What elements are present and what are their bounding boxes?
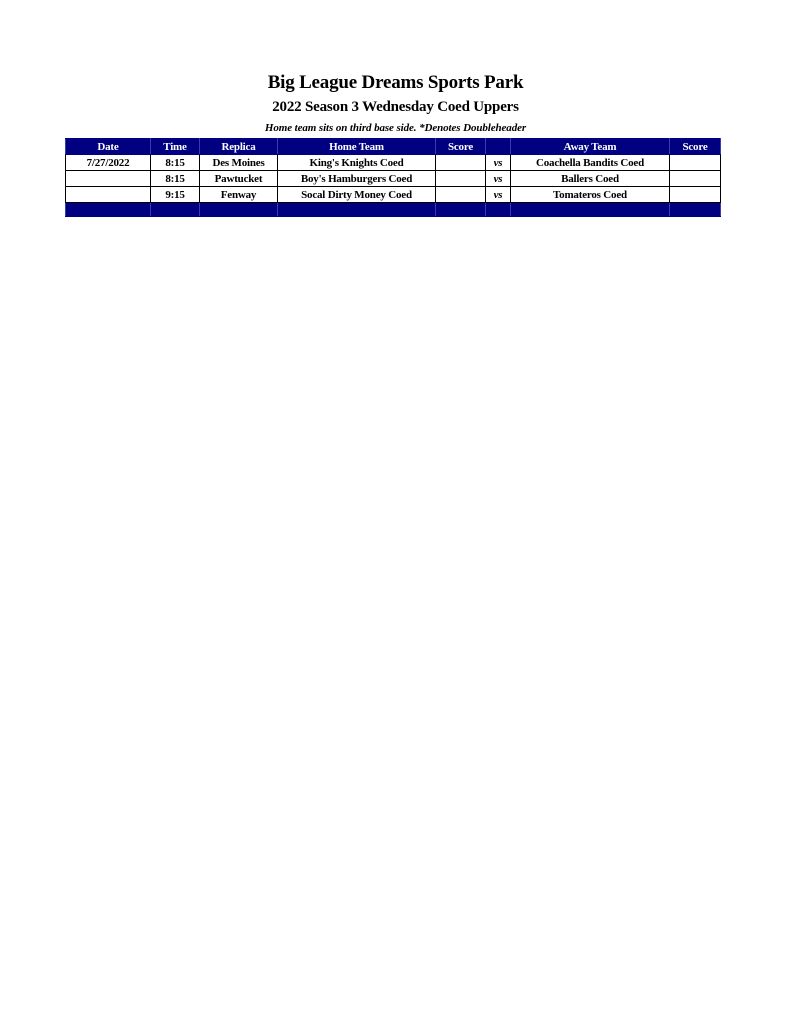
cell-date: 7/27/2022: [66, 155, 151, 171]
cell-date: [66, 171, 151, 187]
cell-vs: vs: [486, 187, 511, 203]
cell-home-team: King's Knights Coed: [278, 155, 436, 171]
cell-vs: vs: [486, 171, 511, 187]
cell-replica: Pawtucket: [200, 171, 278, 187]
header-date: Date: [66, 139, 151, 155]
footer-cell: [151, 203, 200, 217]
table-row: [66, 171, 721, 187]
cell-away-team: Tomateros Coed: [511, 187, 670, 203]
cell-away-score: [670, 171, 721, 187]
table-header-row: [66, 139, 721, 155]
footer-cell: [66, 203, 151, 217]
cell-away-team: Coachella Bandits Coed: [511, 155, 670, 171]
cell-home-score: [436, 171, 486, 187]
cell-away-team: Ballers Coed: [511, 171, 670, 187]
footer-cell: [511, 203, 670, 217]
cell-replica: Fenway: [200, 187, 278, 203]
table-row: [66, 155, 721, 171]
cell-time: 9:15: [151, 187, 200, 203]
table-footer-bar: [66, 203, 721, 217]
cell-home-team: Socal Dirty Money Coed: [278, 187, 436, 203]
header-away-score: Score: [670, 139, 721, 155]
schedule-note: Home team sits on third base side. *Denotes Doubleheader: [264, 122, 527, 134]
cell-replica: Des Moines: [200, 155, 278, 171]
header-vs: [486, 139, 511, 155]
cell-home-team: Boy's Hamburgers Coed: [278, 171, 436, 187]
header-replica: Replica: [200, 139, 278, 155]
header-time: Time: [151, 139, 200, 155]
cell-away-score: [670, 187, 721, 203]
schedule-table: [65, 138, 721, 217]
cell-home-score: [436, 155, 486, 171]
footer-cell: [486, 203, 511, 217]
season-subtitle: 2022 Season 3 Wednesday Coed Uppers: [272, 99, 519, 115]
footer-cell: [200, 203, 278, 217]
header-away-team: Away Team: [511, 139, 670, 155]
footer-cell: [670, 203, 721, 217]
cell-vs: vs: [486, 155, 511, 171]
cell-time: 8:15: [151, 171, 200, 187]
header-home-score: Score: [436, 139, 486, 155]
cell-away-score: [670, 155, 721, 171]
footer-cell: [436, 203, 486, 217]
cell-home-score: [436, 187, 486, 203]
cell-time: 8:15: [151, 155, 200, 171]
footer-cell: [278, 203, 436, 217]
header-home-team: Home Team: [278, 139, 436, 155]
cell-date: [66, 187, 151, 203]
table-row: [66, 187, 721, 203]
park-title: Big League Dreams Sports Park: [267, 72, 524, 93]
